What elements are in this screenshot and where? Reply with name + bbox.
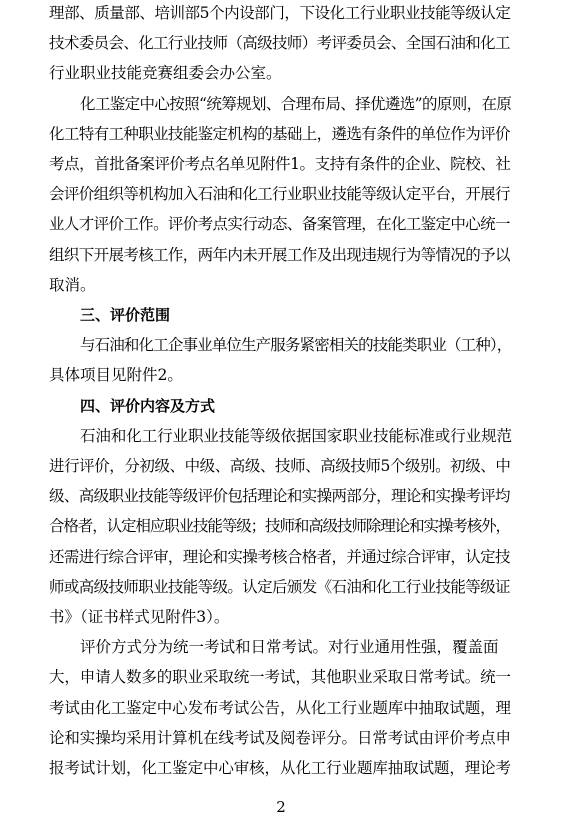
text-line: 化工特有工种职业技能鉴定机构的基础上，遴选有条件的单位作为评价 [49, 124, 510, 143]
text-line: 石油和化工行业职业技能等级依据国家职业技能标准或行业规范 [80, 426, 512, 445]
text-line: 论和实操均采用计算机在线考试及阅卷评分。日常考试由评价考点申 [49, 728, 511, 747]
text-line: 业人才评价工作。评价考点实行动态、备案管理，在化工鉴定中心统一 [49, 215, 510, 234]
page-number: 2 [276, 798, 286, 816]
text-line: 报考试计划，化工鉴定中心审核，从化工行业题库抽取试题，理论考 [49, 759, 511, 777]
text-line: 合格者，认定相应职业技能等级；技师和高级技师除理论和实操考核外， [49, 517, 510, 536]
text-line: 行业职业技能竞赛组委会办公室。 [49, 64, 282, 83]
text-line: 进行评价，分初级、中级、高级、技师、高级技师5个级别。初级、中 [49, 457, 511, 475]
text-line: 书》（证书样式见附件3）。 [49, 608, 230, 626]
text-line: 组织下开展考核工作，两年内未开展工作及出现违规行为等情况的予以 [49, 245, 510, 264]
text-line: 师或高级技师职业技能等级。认定后颁发《石油和化工行业技能等级证 [49, 577, 510, 596]
text-line: 大，申请人数多的职业采取统一考试，其他职业采取日常考试。统一 [49, 668, 511, 687]
text-line: 与石油和化工企事业单位生产服务紧密相关的技能类职业（工种）， [80, 336, 512, 355]
text-line: 评价方式分为统一考试和日常考试。对行业通用性强，覆盖面 [80, 638, 499, 657]
text-line: 级、高级职业技能等级评价包括理论和实操两部分，理论和实操考评均 [49, 487, 510, 506]
text-line: 考点，首批备案评价考点名单见附件1。支持有条件的企业、院校、社 [49, 155, 511, 173]
text-line: 化工鉴定中心按照“统筹规划、合理布局、择优遴选”的原则，在原 [80, 94, 512, 113]
section-heading: 三、评价范围 [80, 306, 171, 324]
text-line: 技术委员会、化工行业技师（高级技师）考评委员会、全国石油和化工 [49, 34, 510, 53]
text-line: 还需进行综合评审，理论和实操考核合格者，并通过综合评审，认定技 [49, 547, 510, 566]
text-line: 理部、质量部、培训部5个内设部门，下设化工行业职业技能等级认定 [49, 4, 511, 22]
text-line: 考试由化工鉴定中心发布考试公告，从化工行业题库中抽取试题，理 [49, 698, 511, 717]
text-line: 会评价组织等机构加入石油和化工行业职业技能等级认定平台，开展行 [49, 185, 510, 204]
text-line: 具体项目见附件2。 [49, 366, 183, 385]
text-line: 取消。 [49, 275, 96, 294]
section-heading: 四、评价内容及方式 [80, 396, 216, 415]
